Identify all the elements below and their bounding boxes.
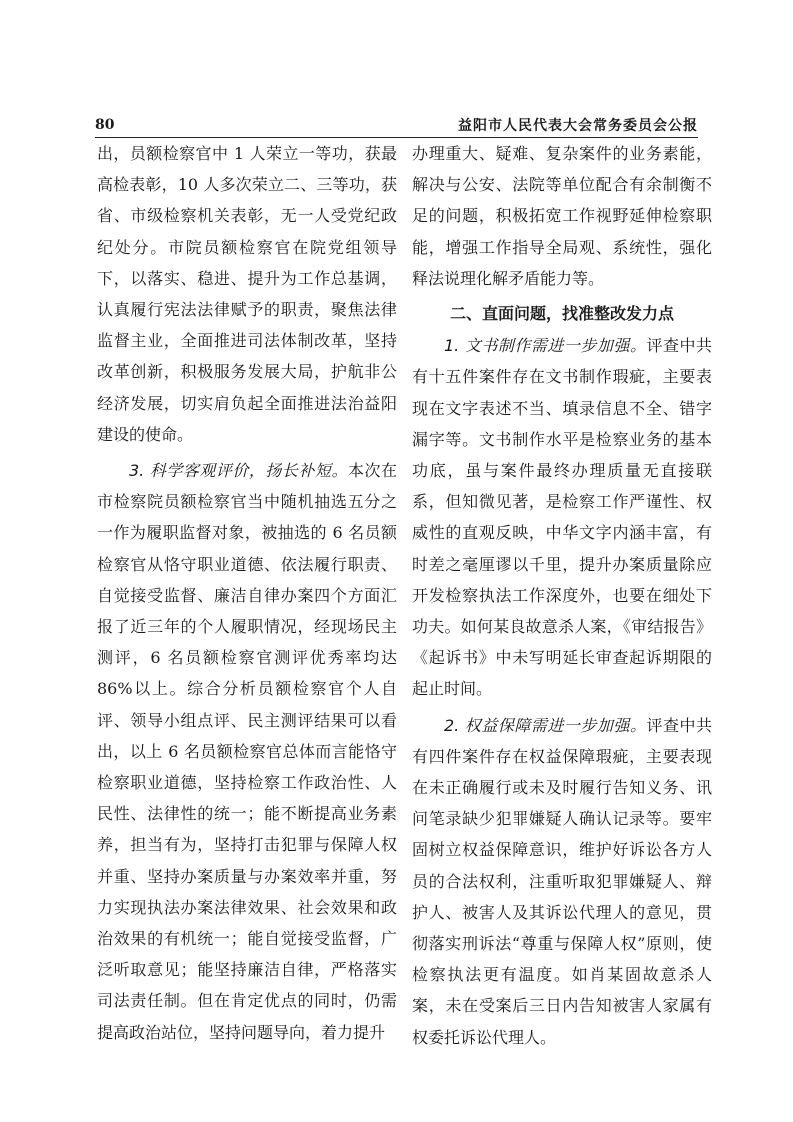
paragraph-rights-protection	[412, 710, 712, 1053]
paragraph-document-quality	[412, 330, 712, 704]
journal-title: 益阳市人民代表大会常务委员会公报	[458, 118, 698, 134]
paragraph-lead: 1. 文书制作需进一步加强。	[444, 336, 647, 356]
paragraph-continuation: 办理重大、疑难、复杂案件的业务素能，解决与公安、法院等单位配合有余制衡不足的问题，积极拓宽工作视野延伸检察职能，增强工作指导全局观、系统性，强化释法说理化解矛盾能力等。	[412, 144, 712, 288]
left-column	[97, 138, 397, 1048]
paragraph-body: 本次在市检察院员额检察官当中随机抽选五分之一作为履职监督对象，被抽选的 6 名员额检察官从恪守职业道德、依法履行职责、自觉接受监督、廉洁自律办案四个方面汇报了近三年的个人履职情况，经现场民主测评，6 名员额检察官测评优秀率均达 86%以上。综合分析员额检察官个人自评、领导小组点评、民主测评结果可以看出，以上 6 名员额检察官总体而言能恪守检察职业道德，坚持检察工作政治性、人民性、法律性的统一；能不断提高业务素养，担当有为，坚持打击犯罪与保障人权并重、坚持办案质量与办案效率并重，努力实现执法办案法律效果、社会效果和政治效果的有机统一；能自觉接受监督，广泛听取意见；能坚持廉洁自律，严格落实司法责任制。但在肯定优点的同时，仍需提高政治站位，坚持问题导向，着力提升	[97, 461, 397, 1042]
paragraph-continuation: 出，员额检察官中 1 人荣立一等功，获最高检表彰，10 人多次荣立二、三等功，获省、市级检察机关表彰，无一人受党纪政纪处分。市院员额检察官在院党组领导下，以落实、稳进、提升为工作总基调，认真履行宪法法律赋予的职责，聚焦法律监督主业，全面推进司法体制改革，坚持改革创新，积极服务发展大局，护航非公经济发展，切实肩负起全面推进法治益阳建设的使命。	[97, 144, 397, 444]
page-header	[95, 113, 698, 137]
section-heading: 二、直面问题，找准整改发力点	[449, 304, 674, 324]
paragraph-body: 评查中共有四件案件存在权益保障瑕疵，主要表现在未正确履行或未及时履行告知义务、讯问笔录缺少犯罪嫌疑人确认记录等。要牢固树立权益保障意识，维护好诉讼各方人员的合法权利，注重听取犯罪嫌疑人、辩护人、被害人及其诉讼代理人的意见，贯彻落实刑诉法“尊重与保障人权”原则，使检察执法更有温度。如肖某固故意杀人案，未在受案后三日内告知被害人家属有权委托诉讼代理人。	[412, 715, 712, 1047]
paragraph-lead: 3. 科学客观评价，扬长补短。	[129, 461, 348, 481]
page-number: 80	[95, 117, 115, 133]
paragraph-evaluation	[97, 455, 397, 1048]
paragraph-body: 评查中共有十五件案件存在文书制作瑕疵，主要表现在文字表述不当、填录信息不全、错字漏字等。文书制作水平是检察业务的基本功底，虽与案件最终办理质量无直接联系，但知微见著，是检察工作严谨性、权威性的直观反映，中华文字内涵丰富，有时差之毫厘谬以千里，提升办案质量除应开发检察执法工作深度外，也要在细处下功夫。如何某良故意杀人案，《审结报告》《起诉书》中未写明延长审查起诉期限的起止时间。	[412, 336, 712, 699]
paragraph-lead: 2. 权益保障需进一步加强。	[444, 715, 647, 735]
right-column	[412, 138, 712, 1053]
